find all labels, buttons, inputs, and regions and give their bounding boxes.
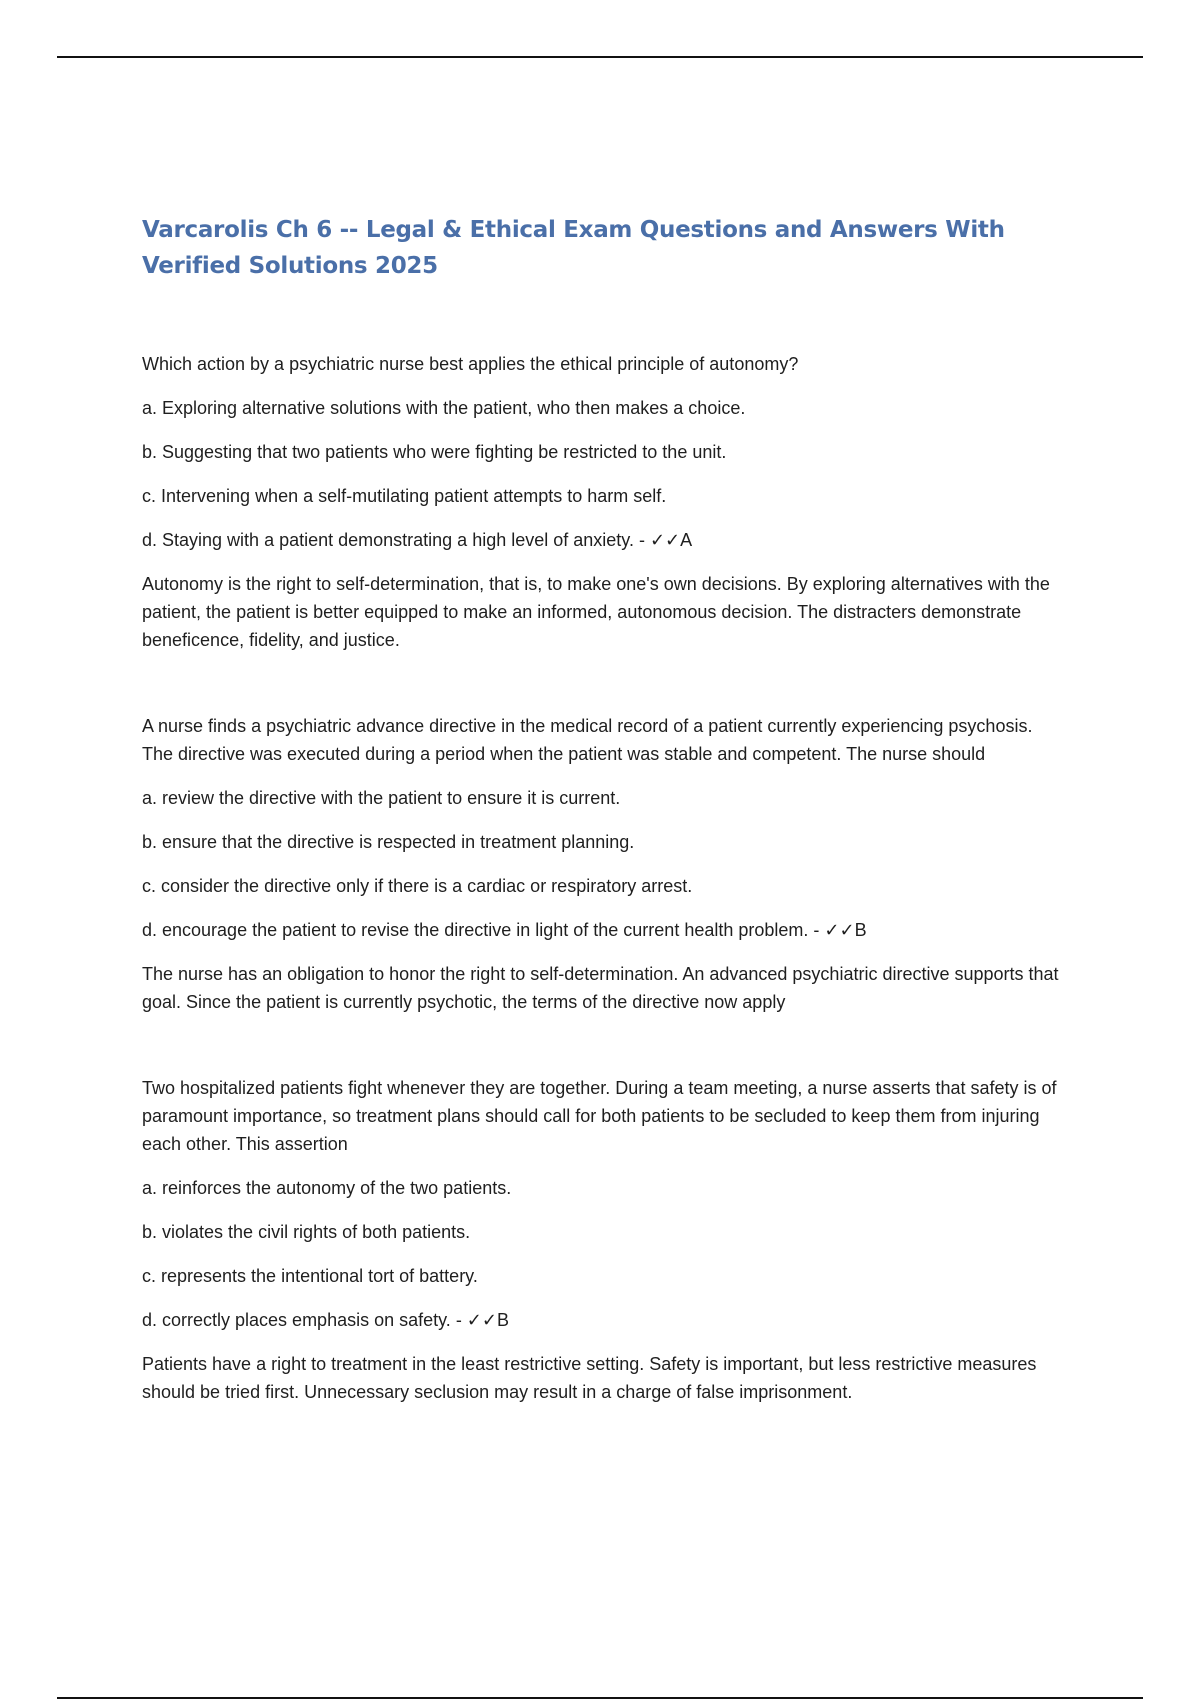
answer-option-a: a. Exploring alternative solutions with the patient, who then makes a choice. (142, 398, 746, 418)
answer-option-a: a. review the directive with the patient to ensure it is current. (142, 788, 621, 808)
question-text: Two hospitalized patients fight whenever they are together. During a team meeting, a nurse asserts that safety is of paramount importance, so treatment plans should call for both patients to be secluded to keep them from injuring each other. This assertion (142, 1078, 1057, 1154)
top-rule (57, 56, 1143, 58)
answer-option-c: c. consider the directive only if there is a cardiac or respiratory arrest. (142, 876, 693, 896)
answer-option-b: b. ensure that the directive is respected in treatment planning. (142, 832, 635, 852)
correct-answer-mark: - ✓✓A (633, 530, 693, 550)
document-body (142, 212, 1067, 1406)
answer-option-c: c. Intervening when a self-mutilating patient attempts to harm self. (142, 486, 667, 506)
question-block-1 (142, 350, 1067, 654)
question-text: Which action by a psychiatric nurse best applies the ethical principle of autonomy? (142, 354, 799, 374)
correct-answer-mark: - ✓✓B (450, 1310, 509, 1330)
answer-option-b: b. Suggesting that two patients who were fighting be restricted to the unit. (142, 442, 727, 462)
answer-explanation: Patients have a right to treatment in the least restrictive setting. Safety is important, but less restrictive measures should be tried first. Unnecessary seclusion may result in a charge of false imprisonment. (142, 1354, 1037, 1402)
answer-explanation: The nurse has an obligation to honor the right to self-determination. An advanced psychiatric directive supports that goal. Since the patient is currently psychotic, the terms of the directive now apply (142, 964, 1059, 1012)
answer-explanation: Autonomy is the right to self-determination, that is, to make one's own decisions. By exploring alternatives with the patient, the patient is better equipped to make an informed, autonomous decision. The distracters demonstrate beneficence, fidelity, and justice. (142, 574, 1050, 650)
answer-option-c: c. represents the intentional tort of battery. (142, 1266, 478, 1286)
bottom-rule (57, 1697, 1143, 1699)
answer-option-d (142, 526, 1067, 554)
answer-option-d-text: d. Staying with a patient demonstrating a high level of anxiety. (142, 530, 634, 550)
question-block-2 (142, 712, 1067, 1016)
correct-answer-mark: - ✓✓B (808, 920, 867, 940)
answer-option-d (142, 1306, 1067, 1334)
answer-option-d-text: d. encourage the patient to revise the directive in light of the current health problem. (142, 920, 809, 940)
document-title: Varcarolis Ch 6 -- Legal & Ethical Exam Questions and Answers With Verified Solutions 2025 (142, 217, 1005, 279)
answer-option-d (142, 916, 1067, 944)
answer-option-a: a. reinforces the autonomy of the two patients. (142, 1178, 512, 1198)
question-block-3 (142, 1074, 1067, 1406)
answer-option-b: b. violates the civil rights of both patients. (142, 1222, 471, 1242)
answer-option-d-text: d. correctly places emphasis on safety. (142, 1310, 451, 1330)
question-text: A nurse finds a psychiatric advance directive in the medical record of a patient currently experiencing psychosis. The directive was executed during a period when the patient was stable and competent. The nurse should (142, 716, 1033, 764)
